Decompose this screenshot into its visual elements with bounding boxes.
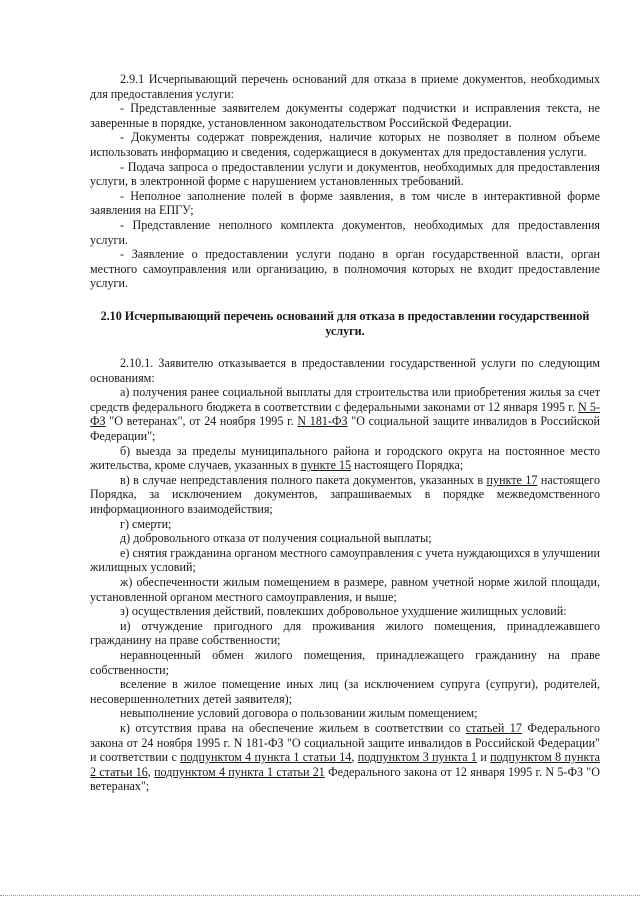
list-item: - Подача запроса о предоставлении услуги и документов, необходимых для предоставления услуги, в электронной форме с нарушением установленных требований. [90,159,600,189]
list-item-i: и) отчуждение пригодного для проживания жилого помещения, принадлежавшего гражданину на праве собственности; [90,618,600,648]
list-item: - Заявление о предоставлении услуги подано в орган государственной власти, орган местного самоуправления или организацию, в полномочия которых не входит предоставление услуги. [90,247,600,291]
list-item-v: в) в случае непредставления полного пакета документов, указанных в пункте 17 настоящего Порядка, за исключением документов, запрашиваемых в порядке межведомственного информационного взаимодействия; [90,472,600,517]
page-bottom-rule [0,895,640,896]
section-2-9 [90,72,600,291]
section-2-10-intro: 2.10.1. Заявителю отказывается в предоставлении государственной услуги по следующим основаниям: [90,356,600,385]
law-link[interactable]: N 5-ФЗ [90,399,600,429]
list-item: - Документы содержат повреждения, наличие которых не позволяет в полном объеме использовать информацию и сведения, содержащиеся в документах для предоставления услуги. [90,130,600,159]
list-item: - Неполное заполнение полей в форме заявления, в том числе в интерактивной форме заявления на ЕПГУ; [90,188,600,218]
law-link[interactable]: N 181-ФЗ [297,414,348,429]
list-item-g: г) смерти; [120,516,172,531]
list-item-e: е) снятия гражданина органом местного самоуправления с учета нуждающихся в улучшении жилищных условий; [90,545,600,575]
section-2-10-heading: 2.10 Исчерпывающий перечень оснований для отказа в предоставлении государственной услуги. [100,308,590,338]
article-link[interactable]: подпунктом 4 пункта 1 статьи 14 [180,750,352,765]
paragraph-link[interactable]: пункте 15 [300,458,352,473]
list-item: - Представленные заявителем документы содержат подчистки и исправления текста, не заверенные в порядке, установленном законодательством Российской Федерации. [90,101,600,130]
list-item-i4: невыполнение условий договора о пользовании жилым помещением; [120,706,478,721]
list-item-i3: вселение в жилое помещение иных лиц (за исключением супруга (супруги), родителей, несовершеннолетних детей заявителя); [90,677,600,706]
article-link[interactable]: подпунктом 3 пункта 1 [357,750,477,765]
list-item-b: б) выезда за пределы муниципального района и городского округа на постоянное место жительства, кроме случаев, указанных в пункте 15 настоящего Порядка; [90,443,600,473]
list-item-i2: неравноценный обмен жилого помещения, принадлежащего гражданину на праве собственности; [90,647,600,677]
list-item-z: з) осуществления действий, повлекших добровольное ухудшение жилищных условий: [120,604,567,619]
list-item-zh: ж) обеспеченности жилым помещением в размере, равном учетной норме жилой площади, установленной органом местного самоуправления, и выше; [90,575,600,604]
list-item-d: д) добровольного отказа от получения социальной выплаты; [120,531,432,546]
list-item-a: а) получения ранее социальной выплаты для строительства или приобретения жилья за счет средств федерального бюджета в соответствии с федеральными законами от 12 января 1995 г. N 5-ФЗ "О ветеранах", от 24 ноября 1995 г. N 181-ФЗ "О социальной защите инвалидов в Российской Федерации"; [90,385,600,444]
list-item-k: к) отсутствия права на обеспечение жильем в соответствии со статьей 17 Федерального закона от 24 ноября 1995 г. N 181-ФЗ "О социальной защите инвалидов в Российской Федерации" и соответствии с подпунктом 4 пункта 1 статьи 14, подпунктом 3 пункта 1 и подпунктом 8 пункта 2 статьи 16, подпунктом 4 пункта 1 статьи 21 Федерального закона от 12 января 1995 г. N 5-ФЗ "О ветеранах"; [90,720,600,794]
section-2-10 [90,356,600,794]
section-2-9-intro: 2.9.1 Исчерпывающий перечень оснований для отказа в приеме документов, необходимых для предоставления услуги: [90,72,600,101]
article-link[interactable]: подпунктом 4 пункта 1 статьи 21 [154,764,325,779]
paragraph-link[interactable]: пункте 17 [486,472,538,487]
article-link[interactable]: статьей 17 [465,720,522,735]
article-link[interactable]: подпунктом 8 пункта 2 статьи 16 [90,750,600,779]
list-item: - Представление неполного комплекта документов, необходимых для предоставления услуги. [90,217,600,247]
